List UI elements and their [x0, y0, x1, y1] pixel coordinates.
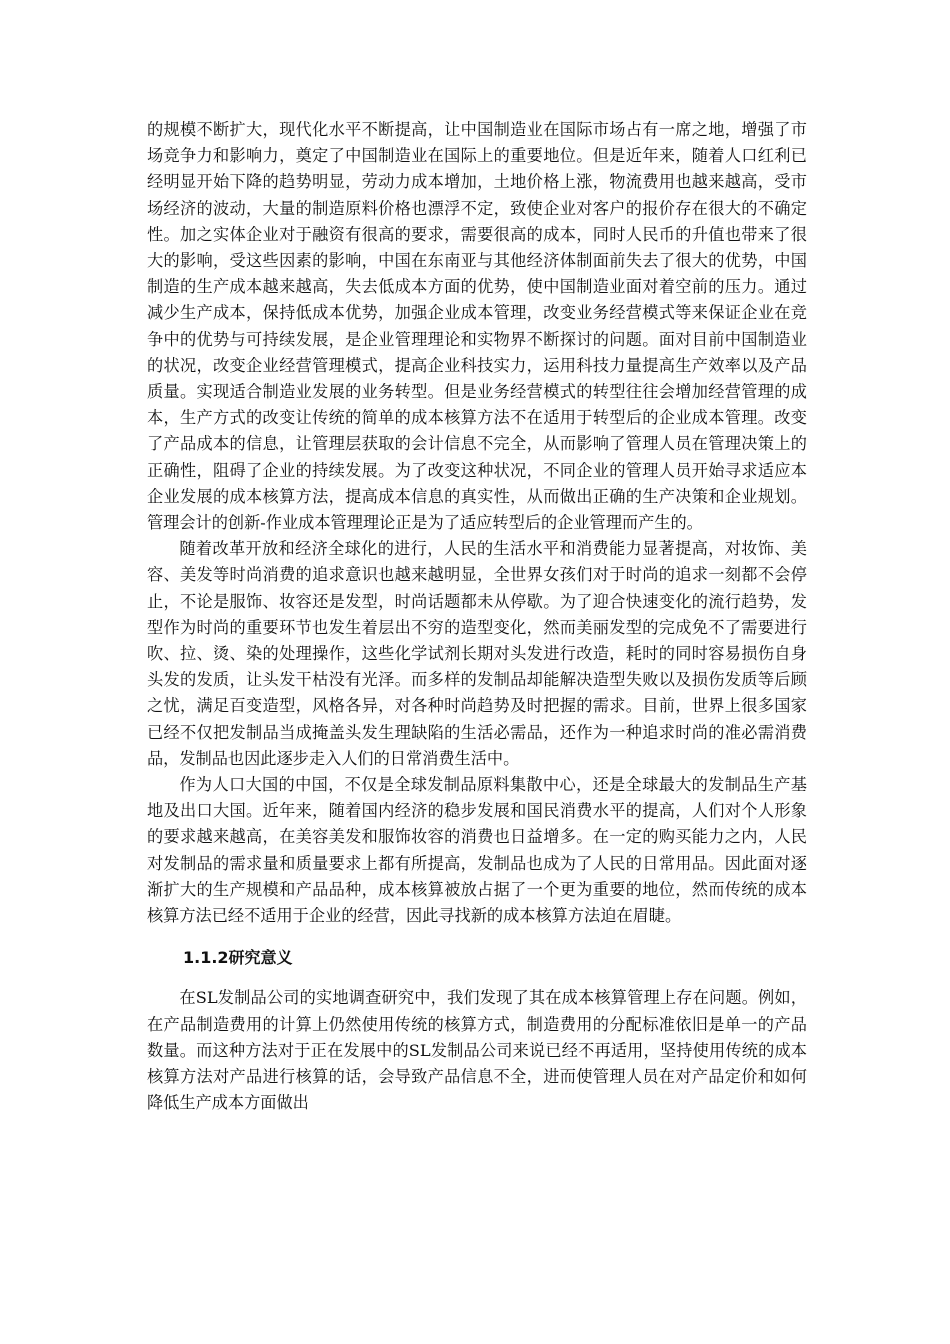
paragraph-research-significance: 在SL发制品公司的实地调查研究中，我们发现了其在成本核算管理上存在问题。例如，在产品制造费用的计算上仍然使用传统的核算方式，制造费用的分配标准依旧是单一的产品数量。而这种方法对于正在发展中的SL发制品公司来说已经不再适用，坚持使用传统的成本核算方法对产品进行核算的话，会导致产品信息不全，进而使管理人员在对产品定价和如何降低生产成本方面做出: [147, 988, 807, 1113]
section-heading: 1.1.2研究意义: [183, 948, 293, 968]
document-page: [147, 117, 807, 1116]
paragraph-continued: 的规模不断扩大，现代化水平不断提高，让中国制造业在国际市场占有一席之地，增强了市场竞争力和影响力，奠定了中国制造业在国际上的重要地位。但是近年来，随着人口红利已经明显开始下降的趋势明显，劳动力成本增加，土地价格上涨，物流费用也越来越高，受市场经济的波动，大量的制造原料价格也漂浮不定，致使企业对客户的报价存在很大的不确定性。加之实体企业对于融资有很高的要求，需要很高的成本，同时人民币的升值也带来了很大的影响，受这些因素的影响，中国在东南亚与其他经济体制面前失去了很大的优势，中国制造的生产成本越来越高，失去低成本方面的优势，使中国制造业面对着空前的压力。通过减少生产成本，保持低成本优势，加强企业成本管理，改变业务经营模式等来保证企业在竞争中的优势与可持续发展，是企业管理理论和实物界不断探讨的问题。面对目前中国制造业的状况，改变企业经营管理模式，提高企业科技实力，运用科技力量提高生产效率以及产品质量。实现适合制造业发展的业务转型。但是业务经营模式的转型往往会增加经营管理的成本，生产方式的改变让传统的简单的成本核算方法不在适用于转型后的企业成本管理。改变了产品成本的信息，让管理层获取的会计信息不完全，从而影响了管理人员在管理决策上的正确性，阻碍了企业的持续发展。为了改变这种状况，不同企业的管理人员开始寻求适应本企业发展的成本核算方法，提高成本信息的真实性，从而做出正确的生产决策和企业规划。管理会计的创新-作业成本管理理论正是为了适应转型后的企业管理而产生的。: [147, 120, 807, 533]
paragraph-china: 作为人口大国的中国，不仅是全球发制品原料集散中心，还是全球最大的发制品生产基地及出口大国。近年来，随着国内经济的稳步发展和国民消费水平的提高，人们对个人形象的要求越来越高，在美容美发和服饰妆容的消费也日益增多。在一定的购买能力之内，人民对发制品的需求量和质量要求上都有所提高，发制品也成为了人民的日常用品。因此面对逐渐扩大的生产规模和产品品种，成本核算被放占据了一个更为重要的地位，然而传统的成本核算方法已经不适用于企业的经营，因此寻找新的成本核算方法迫在眉睫。: [147, 775, 807, 926]
paragraph-fashion: 随着改革开放和经济全球化的进行，人民的生活水平和消费能力显著提高，对妆饰、美容、美发等时尚消费的追求意识也越来越明显，全世界女孩们对于时尚的追求一刻都不会停止，不论是服饰、妆容还是发型，时尚话题都未从停歇。为了迎合快速变化的流行趋势，发型作为时尚的重要环节也发生着层出不穷的造型变化，然而美丽发型的完成免不了需要进行吹、拉、烫、染的处理操作，这些化学试剂长期对头发进行改造，耗时的同时容易损伤自身头发的发质，让头发干枯没有光泽。而多样的发制品却能解决造型失败以及损伤发质等后顾之忧，满足百变造型，风格各异，对各种时尚趋势及时把握的需求。目前，世界上很多国家已经不仅把发制品当成掩盖头发生理缺陷的生活必需品，还作为一种追求时尚的准必需消费品，发制品也因此逐步走入人们的日常消费生活中。: [147, 539, 807, 768]
